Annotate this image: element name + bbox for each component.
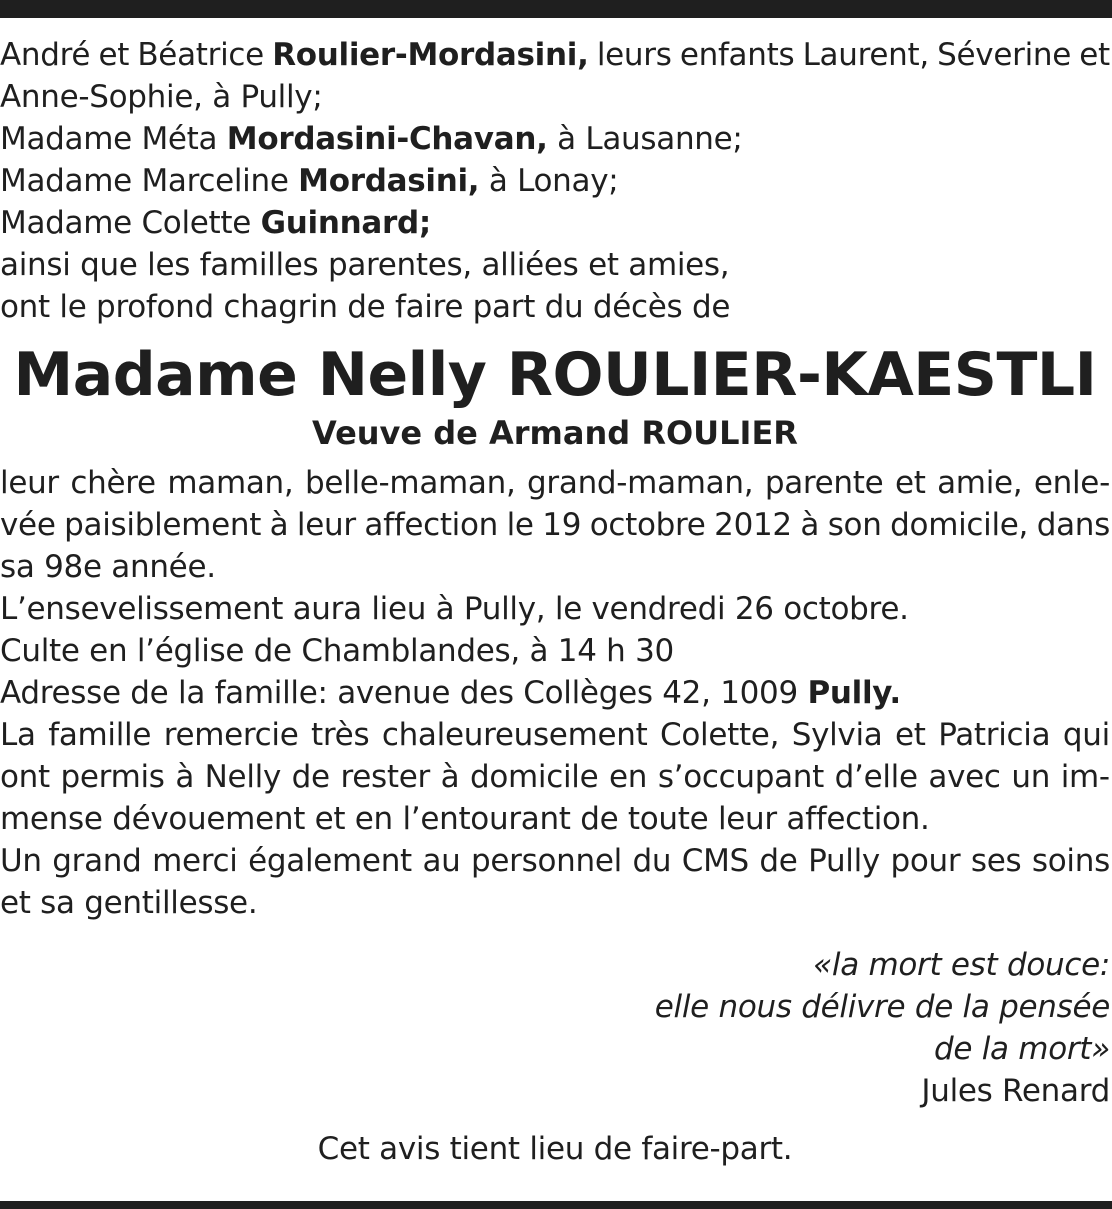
- word: à: [440, 759, 460, 795]
- word: rester: [340, 759, 430, 795]
- text: à Lausanne;: [547, 121, 743, 157]
- paragraph-last-line: et sa gentillesse.: [0, 885, 258, 921]
- bottom-border-rule: [0, 1201, 1112, 1209]
- word: 19: [542, 507, 582, 543]
- word: affection: [364, 507, 499, 543]
- family-name-bold: Guinnard;: [260, 205, 431, 241]
- word: de: [759, 843, 798, 879]
- word: s’occupant: [657, 759, 824, 795]
- word: son: [827, 507, 882, 543]
- word: merci: [152, 843, 238, 879]
- family-name-bold: Roulier-Mordasini,: [272, 37, 589, 73]
- word: Laurent,: [802, 37, 929, 73]
- justified-line: [0, 462, 1110, 504]
- word: personnel: [471, 843, 622, 879]
- word: belle-maman,: [304, 465, 516, 501]
- word: paisiblement: [64, 507, 262, 543]
- family-name-bold: Mordasini-Chavan,: [226, 121, 548, 157]
- word: octobre: [589, 507, 706, 543]
- word: im-: [1060, 759, 1110, 795]
- word: enfants: [679, 37, 795, 73]
- word: amie,: [937, 465, 1023, 501]
- service-line: Culte en l’église de Chamblandes, à 14 h 30: [0, 633, 674, 669]
- paragraph-thanks: [0, 714, 1110, 840]
- obituary-notice: [0, 34, 1110, 1170]
- intro-line-4: [0, 160, 1110, 202]
- text: Madame Colette: [0, 205, 261, 241]
- word: leur: [0, 465, 59, 501]
- closing-quote: [0, 944, 1110, 1112]
- word: pour: [890, 843, 961, 879]
- word: Patricia: [938, 717, 1051, 753]
- word: domicile: [469, 759, 599, 795]
- word: à: [269, 507, 289, 543]
- word: un: [1011, 759, 1051, 795]
- word: domicile,: [890, 507, 1029, 543]
- word: 2012: [714, 507, 792, 543]
- word: chère: [70, 465, 156, 501]
- word: dans: [1036, 507, 1110, 543]
- family-address: [0, 672, 1110, 714]
- word: soins: [1031, 843, 1110, 879]
- word: chaleureusement: [381, 717, 648, 753]
- word: Béatrice: [137, 37, 264, 73]
- word: d’elle: [834, 759, 918, 795]
- intro-line-6: ainsi que les familles parentes, alliées et amies,: [0, 247, 730, 283]
- intro-line-7: ont le profond chagrin de faire part du décès de: [0, 289, 731, 325]
- family-announcement: [0, 34, 1110, 328]
- word: de: [291, 759, 330, 795]
- intro-line-3: [0, 118, 1110, 160]
- word: La: [0, 717, 36, 753]
- word: ont: [0, 759, 50, 795]
- quote-line: «la mort est douce:: [813, 947, 1110, 983]
- word: famille: [48, 717, 152, 753]
- word: Séverine: [937, 37, 1072, 73]
- paragraph-cms-thanks: [0, 840, 1110, 924]
- word: très: [311, 717, 370, 753]
- paragraph-last-line: mense dévouement et en l’entourant de toute leur affection.: [0, 801, 930, 837]
- word: avec: [928, 759, 1001, 795]
- word: Un: [0, 843, 42, 879]
- paragraph-last-line: sa 98e année.: [0, 549, 216, 585]
- deceased-subtitle: Veuve de Armand ROULIER: [312, 414, 798, 452]
- word: et: [895, 717, 926, 753]
- text: à Lonay;: [479, 163, 619, 199]
- word: enle-: [1033, 465, 1110, 501]
- word: qui: [1062, 717, 1110, 753]
- word: leurs: [596, 37, 672, 73]
- intro-line-2: Anne-Sophie, à Pully;: [0, 79, 323, 115]
- word: du: [632, 843, 672, 879]
- quote-author: Jules Renard: [921, 1073, 1110, 1109]
- word: grand-maman,: [527, 465, 754, 501]
- word: leur: [296, 507, 356, 543]
- word: et: [894, 465, 926, 501]
- word: Sylvia: [791, 717, 883, 753]
- word: maman,: [167, 465, 294, 501]
- intro-line-1: [0, 34, 1110, 76]
- word: au: [422, 843, 461, 879]
- text: Madame Méta: [0, 121, 227, 157]
- justified-line: [0, 714, 1110, 756]
- word: remercie: [163, 717, 299, 753]
- justified-line: [0, 504, 1110, 546]
- word: vée: [0, 507, 56, 543]
- word: également: [248, 843, 412, 879]
- town-bold: Pully.: [807, 675, 901, 711]
- quote-line: de la mort»: [934, 1031, 1110, 1067]
- text: Madame Marceline: [0, 163, 299, 199]
- deceased-name-heading: Madame Nelly ROULIER-KAESTLI: [13, 340, 1097, 410]
- notice-body: [0, 462, 1110, 924]
- word: CMS: [681, 843, 749, 879]
- notice-footer: Cet avis tient lieu de faire-part.: [317, 1131, 793, 1167]
- word: Pully: [808, 843, 880, 879]
- word: Colette,: [660, 717, 780, 753]
- word: à: [800, 507, 820, 543]
- word: Nelly: [204, 759, 282, 795]
- intro-line-5: [0, 202, 1110, 244]
- justified-line: [0, 840, 1110, 882]
- word: le: [506, 507, 534, 543]
- family-name-bold: Mordasini,: [298, 163, 480, 199]
- word: et: [98, 37, 130, 73]
- top-border-rule: [0, 0, 1112, 18]
- quote-line: elle nous délivre de la pensée: [654, 989, 1110, 1025]
- word: ses: [970, 843, 1022, 879]
- word: parente: [764, 465, 884, 501]
- word: à: [175, 759, 195, 795]
- word: permis: [60, 759, 165, 795]
- funeral-line: L’ensevelissement aura lieu à Pully, le vendredi 26 octobre.: [0, 591, 909, 627]
- word: grand: [52, 843, 142, 879]
- text: Adresse de la famille: avenue des Collèges 42, 1009: [0, 675, 808, 711]
- word: André: [0, 37, 91, 73]
- justified-line: [0, 756, 1110, 798]
- paragraph-death: [0, 462, 1110, 588]
- word: en: [609, 759, 648, 795]
- word: et: [1079, 37, 1110, 73]
